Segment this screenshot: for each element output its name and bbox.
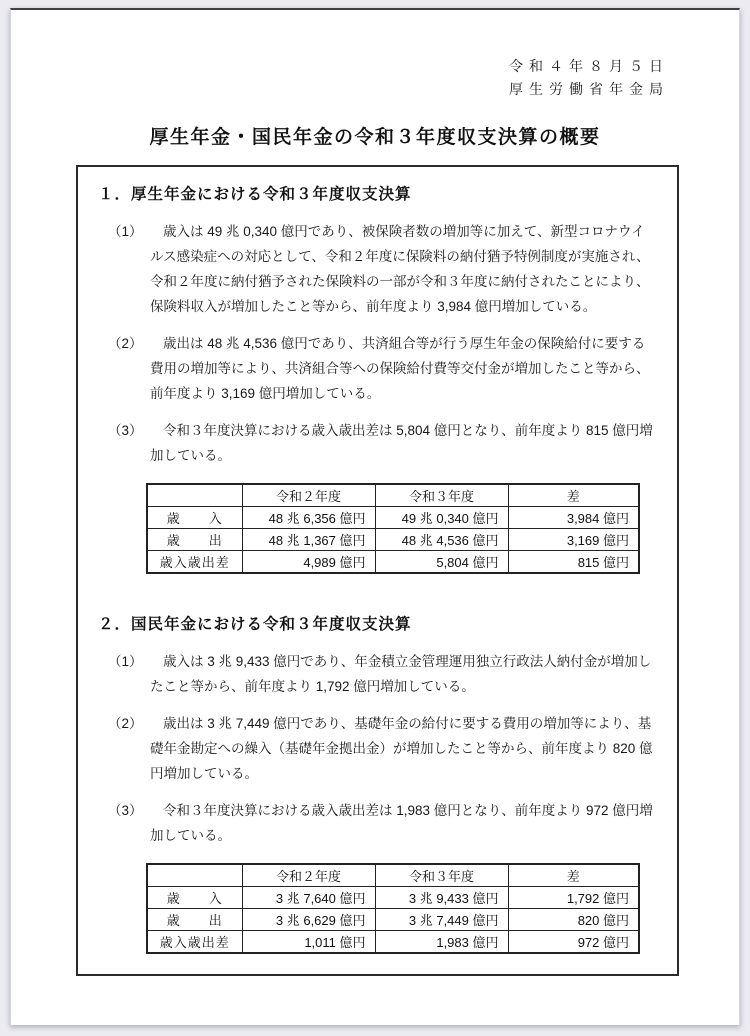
section-1-paragraph-1 bbox=[108, 219, 657, 319]
amount-cell: 3 兆 7,449 億円 bbox=[375, 909, 508, 931]
paragraph-text: 歳入は 3 兆 9,433 億円であり、年金積立金管理運用独立行政法人納付金が増加したこと等から、前年度より 1,792 億円増加している。 bbox=[150, 654, 652, 694]
table-corner-cell bbox=[147, 864, 242, 887]
paragraph-label: （3） bbox=[108, 803, 143, 818]
paragraph-label: （2） bbox=[108, 336, 143, 351]
section-1-paragraph-2 bbox=[108, 331, 657, 406]
row-label-cell: 歳 出 bbox=[147, 529, 242, 551]
amount-cell: 3 兆 7,640 億円 bbox=[242, 887, 375, 909]
section-2-heading: ２．国民年金における令和３年度収支決算 bbox=[98, 616, 412, 633]
page-title: 厚生年金・国民年金の令和３年度収支決算の概要 bbox=[149, 127, 601, 148]
table-header-r2: 令和２年度 bbox=[242, 864, 375, 887]
table-row-revenue bbox=[147, 507, 639, 529]
amount-cell: 820 億円 bbox=[508, 909, 639, 931]
row-label-cell: 歳 入 bbox=[147, 887, 242, 909]
amount-cell: 1,792 億円 bbox=[508, 887, 639, 909]
paragraph-label: （2） bbox=[108, 716, 143, 731]
table-row-expenditure bbox=[147, 529, 639, 551]
table-row-expenditure bbox=[147, 909, 639, 931]
amount-cell: 48 兆 1,367 億円 bbox=[242, 529, 375, 551]
content-box bbox=[76, 165, 679, 976]
document-date: 令和４年８月５日 bbox=[509, 58, 669, 74]
table-header-row bbox=[147, 484, 639, 507]
amount-cell: 3 兆 6,629 億円 bbox=[242, 909, 375, 931]
table-row-balance bbox=[147, 551, 639, 574]
section-1-settlement-table bbox=[146, 483, 640, 574]
amount-cell: 5,804 億円 bbox=[375, 551, 508, 574]
amount-cell: 1,983 億円 bbox=[375, 931, 508, 954]
amount-cell: 972 億円 bbox=[508, 931, 639, 954]
section-2-settlement-table bbox=[146, 863, 640, 954]
paragraph-text: 歳入は 49 兆 0,340 億円であり、被保険者数の増加等に加えて、新型コロナウイルス感染症への対応として、令和２年度に保険料の納付猶予特例制度が実施され、令和２年度に納付猶予された保険料の一部が令和３年度に納付されたことにより、保険料収入が増加したこと等から、前年度より 3,984 億円増加している。 bbox=[150, 224, 650, 314]
table-corner-cell bbox=[147, 484, 242, 507]
paragraph-text: 令和３年度決算における歳入歳出差は 1,983 億円となり、前年度より 972 億円増加している。 bbox=[150, 803, 653, 843]
table-header-r3: 令和３年度 bbox=[375, 864, 508, 887]
amount-cell: 48 兆 6,356 億円 bbox=[242, 507, 375, 529]
table-header-diff: 差 bbox=[508, 484, 639, 507]
amount-cell: 48 兆 4,536 億円 bbox=[375, 529, 508, 551]
amount-cell: 3 兆 9,433 億円 bbox=[375, 887, 508, 909]
row-label-cell: 歳 入 bbox=[147, 507, 242, 529]
document-header bbox=[11, 55, 739, 101]
paragraph-label: （1） bbox=[108, 654, 143, 669]
table-header-r2: 令和２年度 bbox=[242, 484, 375, 507]
document-organization: 厚生労働省年金局 bbox=[509, 81, 669, 97]
paragraph-text: 令和３年度決算における歳入歳出差は 5,804 億円となり、前年度より 815 億円増加している。 bbox=[150, 423, 653, 463]
section-2-paragraph-1 bbox=[108, 649, 657, 699]
paragraph-text: 歳出は 48 兆 4,536 億円であり、共済組合等が行う厚生年金の保険給付に要する費用の増加等により、共済組合等への保険給付費等交付金が増加したこと等から、前年度より 3,169 億円増加している。 bbox=[150, 336, 650, 401]
document-page bbox=[10, 8, 740, 1025]
paragraph-label: （1） bbox=[108, 224, 143, 239]
paragraph-label: （3） bbox=[108, 423, 143, 438]
row-label-cell: 歳入歳出差 bbox=[147, 931, 242, 954]
amount-cell: 3,984 億円 bbox=[508, 507, 639, 529]
row-label-cell: 歳入歳出差 bbox=[147, 551, 242, 574]
table-header-diff: 差 bbox=[508, 864, 639, 887]
amount-cell: 3,169 億円 bbox=[508, 529, 639, 551]
section-1-heading: １．厚生年金における令和３年度収支決算 bbox=[98, 186, 412, 203]
section-2-paragraph-2 bbox=[108, 711, 657, 786]
table-row-balance bbox=[147, 931, 639, 954]
amount-cell: 815 億円 bbox=[508, 551, 639, 574]
section-1-paragraph-3 bbox=[108, 418, 657, 468]
section-2-paragraph-3 bbox=[108, 798, 657, 848]
table-header-row bbox=[147, 864, 639, 887]
amount-cell: 4,989 億円 bbox=[242, 551, 375, 574]
table-header-r3: 令和３年度 bbox=[375, 484, 508, 507]
amount-cell: 49 兆 0,340 億円 bbox=[375, 507, 508, 529]
paragraph-text: 歳出は 3 兆 7,449 億円であり、基礎年金の給付に要する費用の増加等により、基礎年金勘定への繰入（基礎年金拠出金）が増加したこと等から、前年度より 820 億円増加している。 bbox=[150, 716, 653, 781]
amount-cell: 1,011 億円 bbox=[242, 931, 375, 954]
table-row-revenue bbox=[147, 887, 639, 909]
row-label-cell: 歳 出 bbox=[147, 909, 242, 931]
